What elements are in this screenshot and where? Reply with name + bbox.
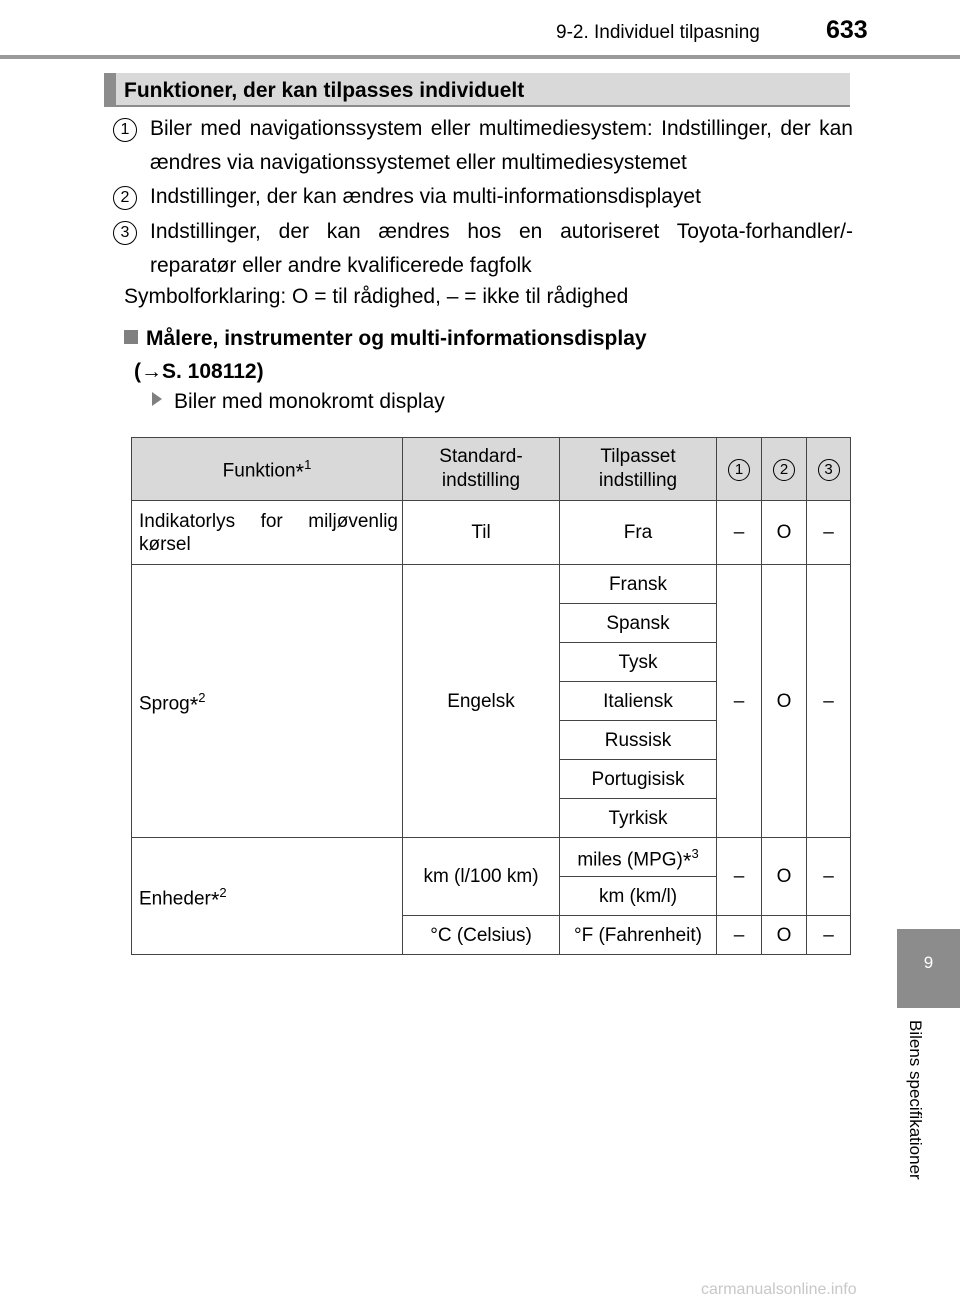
list-item [113, 215, 853, 283]
header-tilpasset: Tilpasset indstilling [560, 438, 717, 501]
header-funktion: Funktion*$^1$ [132, 438, 403, 501]
chapter-label: Bilens specifikationer [906, 1020, 925, 1180]
item-text: Indstillinger, der kan ændres hos en autoriseret Toyota-forhandler/-reparatør eller andre kvalificerede fagfolk [150, 220, 853, 277]
cell-option: Fransk [560, 565, 717, 604]
cell-function: Sprog*$^2$ [132, 565, 403, 838]
cell-custom: °F (Fahrenheit) [560, 916, 717, 955]
number-circle-icon: 2 [113, 186, 137, 210]
cell-c2: O [762, 916, 807, 955]
bullet-text: Biler med monokromt display [174, 390, 445, 413]
section-heading-bar [104, 73, 850, 107]
item-text: Biler med navigationssystem eller multimediesystem: Indstillinger, der kan ændres via navigationssystemet eller multimediesystemet [150, 117, 853, 174]
number-circle-icon: 3 [113, 221, 137, 245]
cell-option: Portugisisk [560, 760, 717, 799]
triangle-bullet-icon [152, 392, 162, 406]
square-bullet-icon [124, 330, 138, 344]
cell-function: Indikatorlys for miljøvenlig kørsel [132, 501, 403, 565]
cell-option: Spansk [560, 604, 717, 643]
watermark: carmanualsonline.info [701, 1281, 857, 1298]
header-standard: Standard-indstilling [403, 438, 560, 501]
header-col-2 [762, 438, 807, 501]
table-header-row [132, 438, 851, 501]
cell-c1: – [717, 916, 762, 955]
cell-c1: – [717, 838, 762, 916]
cell-c1: – [717, 565, 762, 838]
chapter-tab[interactable] [897, 929, 960, 1008]
section-heading: Funktioner, der kan tilpasses individuelt [124, 79, 525, 102]
table-row [132, 565, 851, 604]
cell-option: Russisk [560, 721, 717, 760]
header-col-1 [717, 438, 762, 501]
cell-c3: – [807, 916, 851, 955]
cell-option: Tysk [560, 643, 717, 682]
bullet-item [152, 390, 445, 414]
cell-c2: O [762, 501, 807, 565]
number-circle-icon: 2 [773, 459, 795, 481]
cell-standard: °C (Celsius) [403, 916, 560, 955]
header-section-title: 9-2. Individuel tilpasning [556, 22, 760, 43]
cell-option: Italiensk [560, 682, 717, 721]
cell-c3: – [807, 838, 851, 916]
cell-c1: – [717, 501, 762, 565]
cell-option: Tyrkisk [560, 799, 717, 838]
list-item [113, 180, 853, 214]
header-col-3 [807, 438, 851, 501]
number-circle-icon: 1 [728, 459, 750, 481]
cell-standard: km (l/100 km) [403, 838, 560, 916]
page-number: 633 [826, 16, 868, 44]
symbol-legend: Symbolforklaring: O = til rådighed, – = ikke til rådighed [124, 285, 629, 308]
header-rule [0, 55, 960, 59]
cell-c2: O [762, 565, 807, 838]
cell-c3: – [807, 565, 851, 838]
cell-function: Enheder*$^2$ [132, 838, 403, 955]
cell-c2: O [762, 838, 807, 916]
cell-option: km (km/l) [560, 877, 717, 916]
subheading [124, 322, 647, 388]
list-item [113, 112, 853, 180]
cell-custom: Fra [560, 501, 717, 565]
chapter-number: 9 [923, 953, 934, 972]
subheading-line1: Målere, instrumenter og multi-informationsdisplay [146, 327, 647, 350]
cell-option: miles (MPG)*$^3$ [560, 838, 717, 877]
number-circle-icon: 3 [818, 459, 840, 481]
number-circle-icon: 1 [113, 118, 137, 142]
page-reference-link[interactable]: (→S. 108112) [134, 360, 264, 383]
cell-standard: Engelsk [403, 565, 560, 838]
table-row [132, 501, 851, 565]
settings-table [131, 437, 851, 955]
table-row [132, 838, 851, 877]
item-text: Indstillinger, der kan ændres via multi-informationsdisplayet [150, 185, 701, 208]
cell-c3: – [807, 501, 851, 565]
cell-standard: Til [403, 501, 560, 565]
